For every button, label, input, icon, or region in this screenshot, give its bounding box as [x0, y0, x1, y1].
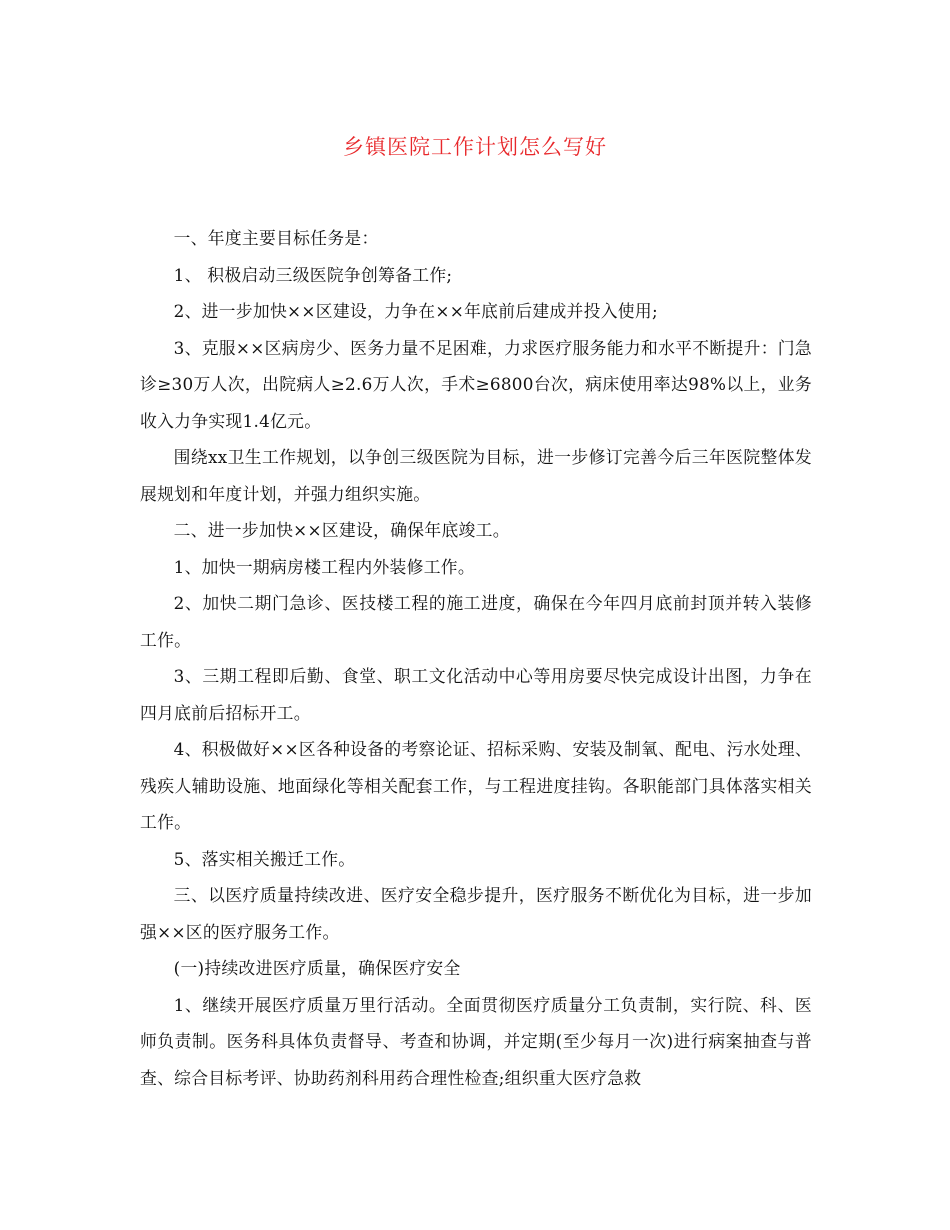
paragraph-section-2-item-2: 2、加快二期门急诊、医技楼工程的施工进度，确保在今年四月底前封顶并转入装修工作。 [140, 593, 812, 650]
paragraph-section-2-item-3: 3、三期工程即后勤、食堂、职工文化活动中心等用房要尽快完成设计出图，力争在四月底前后招标开工。 [140, 666, 812, 723]
paragraph-section-2-item-4: 4、积极做好××区各种设备的考察论证、招标采购、安装及制氧、配电、污水处理、残疾人辅助设施、地面绿化等相关配套工作，与工程进度挂钩。各职能部门具体落实相关工作。 [140, 739, 812, 832]
paragraph-section-2-item-5: 5、落实相关搬迁工作。 [173, 848, 356, 869]
paragraph-goal-2: 2、进一步加快××区建设，力争在××年底前后建成并投入使用; [173, 301, 658, 321]
paragraph-section-2-heading: 二、进一步加快××区建设，确保年底竣工。 [173, 520, 510, 540]
paragraph-goal-1: 1、 积极启动三级医院争创筹备工作; [173, 264, 453, 285]
paragraph-section-3-heading: 三、以医疗质量持续改进、医疗安全稳步提升，医疗服务不断优化为目标，进一步加强××区的医疗服务工作。 [140, 885, 812, 942]
document-body [140, 220, 812, 1096]
paragraph-goals-heading: 一、年度主要目标任务是： [173, 228, 379, 248]
paragraph-section-2-item-1: 1、加快一期病房楼工程内外装修工作。 [173, 556, 475, 577]
paragraph-plan-summary: 围绕xx卫生工作规划，以争创三级医院为目标，进一步修订完善今后三年医院整体发展规划和年度计划，并强力组织实施。 [140, 447, 812, 504]
paragraph-subsection-1-heading: (一)持续改进医疗质量，确保医疗安全 [173, 958, 461, 978]
document-title: 乡镇医院工作计划怎么写好 [343, 135, 607, 159]
paragraph-subsection-1-item-1: 1、继续开展医疗质量万里行活动。全面贯彻医疗质量分工负责制，实行院、科、医师负责制。医务科具体负责督导、考查和协调，并定期(至少每月一次)进行病案抽查与普查、综合目标考评、协助药剂科用药合理性检查;组织重大医疗急救 [140, 994, 812, 1088]
paragraph-goal-3: 3、克服××区病房少、医务力量不足困难，力求医疗服务能力和水平不断提升：门急诊≥30万人次，出院病人≥2.6万人次，手术≥6800台次，病床使用率达98%以上，业务收入力争实现1.4亿元。 [140, 337, 812, 431]
